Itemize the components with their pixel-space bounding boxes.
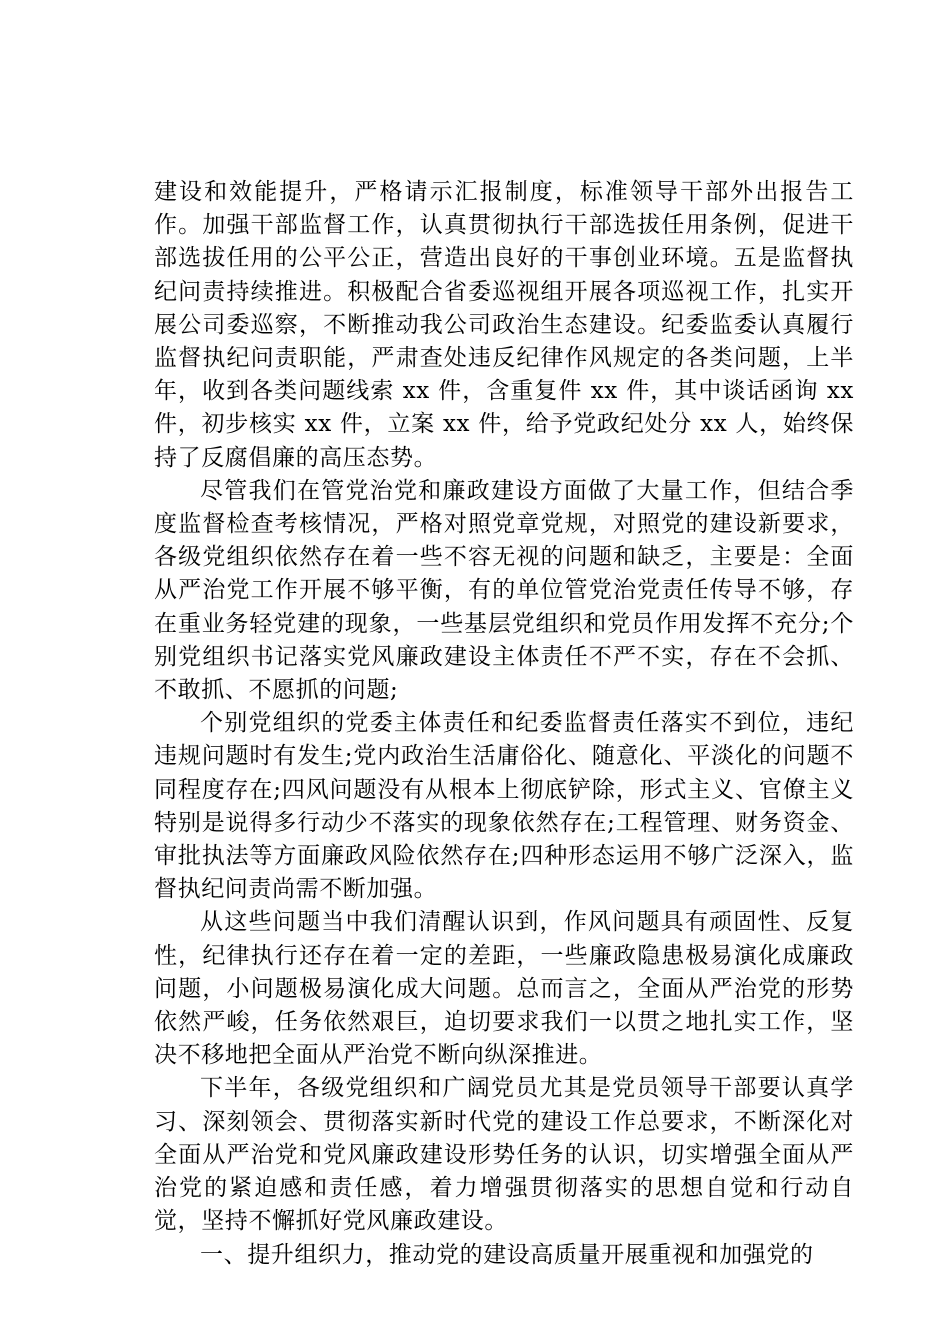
document-body (154, 176, 862, 1272)
paragraph-3: 个别党组织的党委主体责任和纪委监督责任落实不到位，违纪违规问题时有发生;党内政治生活庸俗化、随意化、平淡化的问题不同程度存在;四风问题没有从根本上彻底铲除，形式主义、官僚主义特别是说得多行动少不落实的现象依然存在;工程管理、财务资金、审批执法等方面廉政风险依然存在;四种形态运用不够广泛深入，监督执纪问责尚需不断加强。 (154, 710, 854, 903)
paragraph-6-heading: 一、提升组织力，推动党的建设高质量开展重视和加强党的 (200, 1241, 814, 1268)
paragraph-5: 下半年，各级党组织和广阔党员尤其是党员领导干部要认真学习、深刻领会、贯彻落实新时代党的建设工作总要求，不断深化对全面从严治党和党风廉政建设形势任务的认识，切实增强全面从严治党的紧迫感和责任感，着力增强贯彻落实的思想自觉和行动自觉，坚持不懈抓好党风廉政建设。 (154, 1075, 854, 1235)
paragraph-2: 尽管我们在管党治党和廉政建设方面做了大量工作，但结合季度监督检查考核情况，严格对照党章党规，对照党的建设新要求，各级党组织依然存在着一些不容无视的问题和缺乏，主要是：全面从严治党工作开展不够平衡，有的单位管党治党责任传导不够，存在重业务轻党建的现象，一些基层党组织和党员作用发挥不充分;个别党组织书记落实党风廉政建设主体责任不严不实，存在不会抓、不敢抓、不愿抓的问题; (154, 477, 854, 704)
paragraph-4: 从这些问题当中我们清醒认识到，作风问题具有顽固性、反复性，纪律执行还存在着一定的差距，一些廉政隐患极易演化成廉政问题，小问题极易演化成大问题。总而言之，全面从严治党的形势依然严峻，任务依然艰巨，迫切要求我们一以贯之地扎实工作，坚决不移地把全面从严治党不断向纵深推进。 (154, 909, 854, 1069)
paragraph-1: 建设和效能提升，严格请示汇报制度，标准领导干部外出报告工作。加强干部监督工作，认真贯彻执行干部选拔任用条例，促进干部选拔任用的公平公正，营造出良好的干事创业环境。五是监督执纪问责持续推进。积极配合省委巡视组开展各项巡视工作，扎实开展公司委巡察，不断推动我公司政治生态建设。纪委监委认真履行监督执纪问责职能，严肃查处违反纪律作风规定的各类问题，上半年，收到各类问题线索 xx 件，含重复件 xx 件，其中谈话函询 xx 件，初步核实 xx 件，立案 xx 件，给予党政纪处分 xx 人，始终保持了反腐倡廉的高压态势。 (154, 179, 862, 471)
